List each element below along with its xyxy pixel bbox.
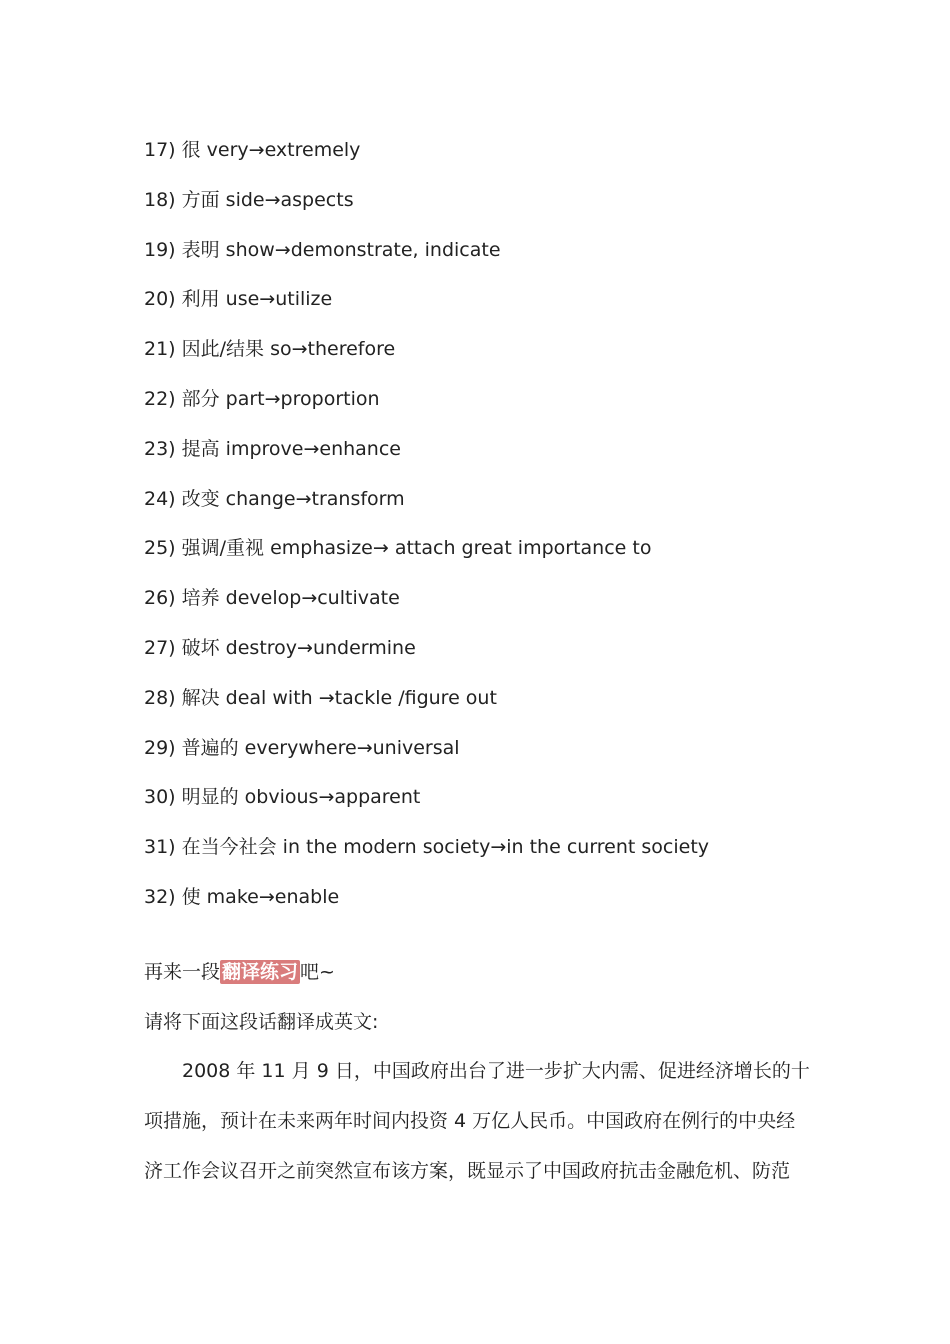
vocab-item: 25) 强调/重视 emphasize→ attach great importance to bbox=[144, 537, 652, 560]
vocab-item: 32) 使 make→enable bbox=[144, 885, 340, 908]
vocab-item: 30) 明显的 obvious→apparent bbox=[144, 786, 421, 809]
vocab-item: 18) 方面 side→aspects bbox=[144, 188, 354, 211]
translation-instruction: 请将下面这段话翻译成英文: bbox=[144, 1011, 379, 1033]
chinese-passage bbox=[144, 1057, 808, 1207]
vocab-item: 19) 表明 show→demonstrate, indicate bbox=[144, 238, 501, 261]
vocab-list bbox=[144, 136, 864, 933]
intro-suffix: 吧~ bbox=[300, 961, 335, 983]
vocab-item: 22) 部分 part→proportion bbox=[144, 387, 380, 410]
vocab-item: 26) 培养 develop→cultivate bbox=[144, 587, 400, 610]
vocab-item: 29) 普遍的 everywhere→universal bbox=[144, 736, 460, 759]
passage-line bbox=[144, 1057, 808, 1107]
passage-line: 项措施，预计在未来两年时间内投资 4 万亿人民币。中国政府在例行的中央经 bbox=[144, 1110, 796, 1132]
vocab-item: 17) 很 very→extremely bbox=[144, 139, 361, 161]
vocab-item: 28) 解决 deal with →tackle /figure out bbox=[144, 686, 497, 709]
vocab-item: 24) 改变 change→transform bbox=[144, 487, 405, 510]
vocab-item: 21) 因此/结果 so→therefore bbox=[144, 338, 396, 361]
practice-intro bbox=[144, 958, 335, 986]
vocab-item: 27) 破坏 destroy→undermine bbox=[144, 636, 416, 659]
intro-prefix: 再来一段 bbox=[144, 961, 221, 983]
passage-line: 济工作会议召开之前突然宣布该方案，既显示了中国政府抗击金融危机、防范 bbox=[144, 1160, 791, 1182]
vocab-item: 31) 在当今社会 in the modern society→in the current society bbox=[144, 836, 710, 859]
vocab-item: 23) 提高 improve→enhance bbox=[144, 437, 401, 460]
vocab-item: 20) 利用 use→utilize bbox=[144, 288, 333, 311]
passage-line-text: 2008 年 11 月 9 日，中国政府出台了进一步扩大内需、促进经济增长的十 bbox=[182, 1060, 810, 1082]
translation-practice-highlight[interactable]: 翻译练习 bbox=[222, 961, 299, 983]
